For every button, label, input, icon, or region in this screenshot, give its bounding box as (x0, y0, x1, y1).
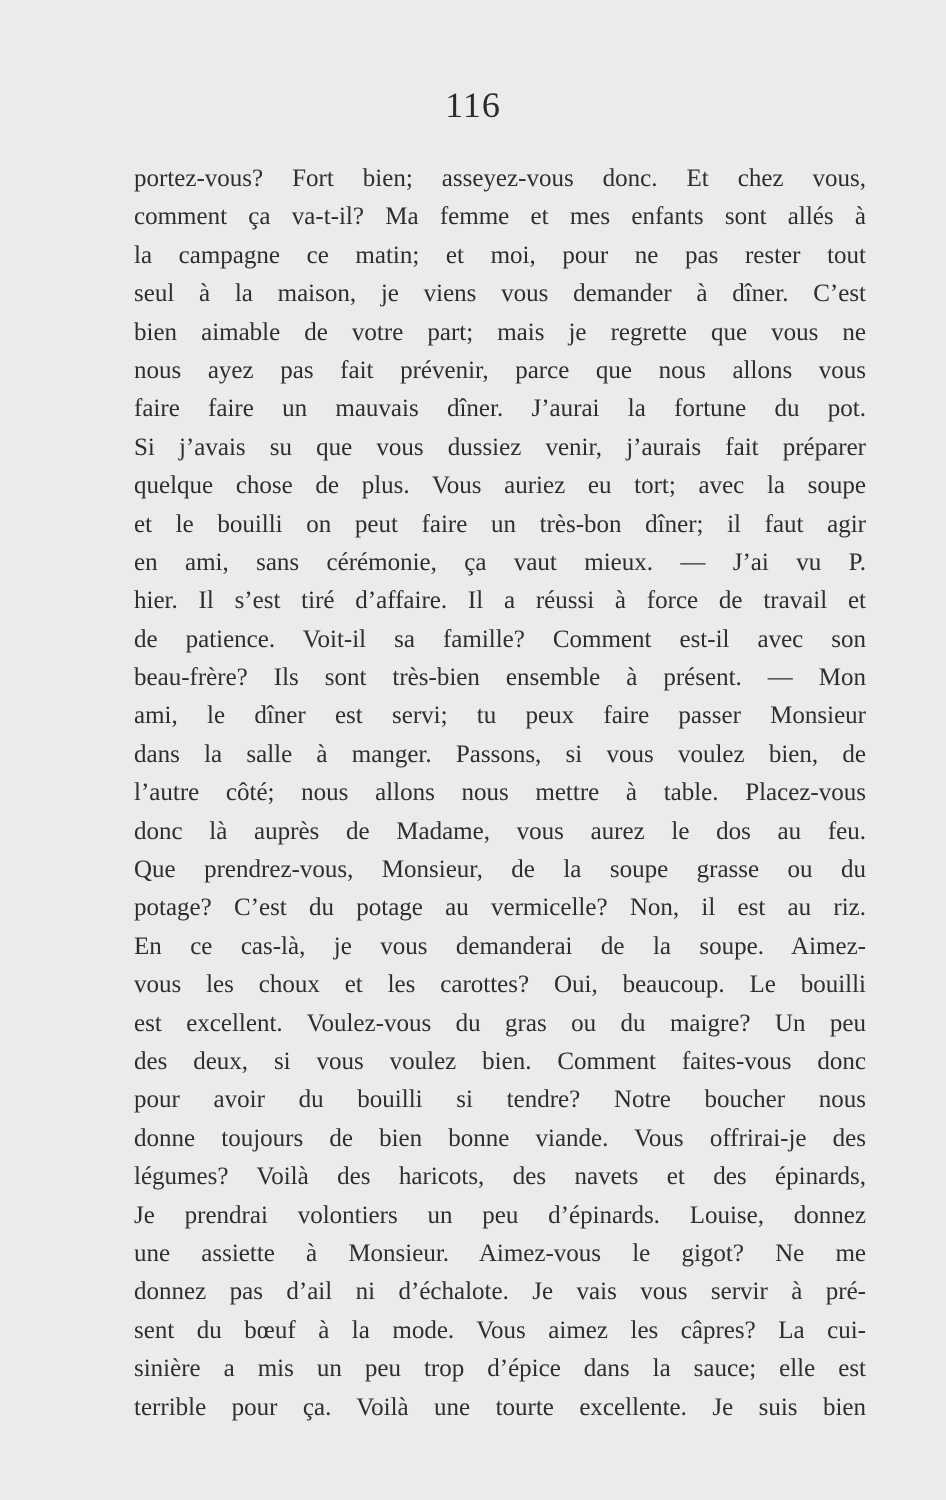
text-line: Si j’avais su que vous dussiez venir, j’aurais fait préparer (134, 433, 866, 461)
text-line: quelque chose de plus. Vous auriez eu tort; avec la soupe (134, 472, 866, 500)
text-line: faire faire un mauvais dîner. J’aurai la fortune du pot. (134, 395, 866, 423)
text-line: beau-frère? Ils sont très-bien ensemble à présent. — Mon (134, 664, 866, 692)
text-line: une assiette à Monsieur. Aimez-vous le gigot? Ne me (134, 1239, 866, 1267)
text-line: vous les choux et les carottes? Oui, beaucoup. Le bouilli (134, 971, 866, 999)
text-line: en ami, sans cérémonie, ça vaut mieux. — J’ai vu P. (134, 548, 866, 576)
text-line: ami, le dîner est servi; tu peux faire passer Monsieur (134, 702, 866, 730)
text-line: dans la salle à manger. Passons, si vous voulez bien, de (134, 740, 866, 768)
text-line: comment ça va-t-il? Ma femme et mes enfants sont allés à (134, 203, 866, 231)
text-line: des deux, si vous voulez bien. Comment faites-vous donc (134, 1047, 866, 1075)
body-text (134, 160, 866, 1427)
text-line: seul à la maison, je viens vous demander à dîner. C’est (134, 280, 866, 308)
text-line: Je prendrai volontiers un peu d’épinards. Louise, donnez (134, 1201, 866, 1229)
text-line: sent du bœuf à la mode. Vous aimez les câpres? La cui- (134, 1316, 866, 1344)
text-line: potage? C’est du potage au vermicelle? Non, il est au riz. (134, 894, 866, 922)
text-line: de patience. Voit-il sa famille? Comment est-il avec son (134, 625, 866, 653)
text-line: donnez pas d’ail ni d’échalote. Je vais vous servir à pré- (134, 1278, 866, 1306)
text-line: portez-vous? Fort bien; asseyez-vous donc. Et chez vous, (134, 165, 866, 192)
text-line: sinière a mis un peu trop d’épice dans la sauce; elle est (134, 1355, 866, 1383)
page-number: 116 (445, 85, 501, 125)
text-line: légumes? Voilà des haricots, des navets et des épinards, (134, 1163, 866, 1191)
text-line: En ce cas-là, je vous demanderai de la soupe. Aimez- (134, 932, 866, 960)
text-line: donne toujours de bien bonne viande. Vous offrirai-je des (134, 1124, 866, 1152)
text-line: la campagne ce matin; et moi, pour ne pas rester tout (134, 241, 866, 269)
text-line: donc là auprès de Madame, vous aurez le dos au feu. (134, 817, 866, 845)
text-line: est excellent. Voulez-vous du gras ou du maigre? Un peu (134, 1009, 866, 1037)
text-line: l’autre côté; nous allons nous mettre à table. Placez-vous (134, 779, 866, 807)
text-line: et le bouilli on peut faire un très-bon dîner; il faut agir (134, 510, 866, 538)
text-line: Que prendrez-vous, Monsieur, de la soupe grasse ou du (134, 856, 866, 884)
text-line: hier. Il s’est tiré d’affaire. Il a réussi à force de travail et (134, 587, 866, 615)
text-line: bien aimable de votre part; mais je regrette que vous ne (134, 318, 866, 346)
text-line: pour avoir du bouilli si tendre? Notre boucher nous (134, 1086, 866, 1114)
text-line: terrible pour ça. Voilà une tourte excellente. Je suis bien (134, 1393, 866, 1421)
text-line: nous ayez pas fait prévenir, parce que nous allons vous (134, 356, 866, 384)
